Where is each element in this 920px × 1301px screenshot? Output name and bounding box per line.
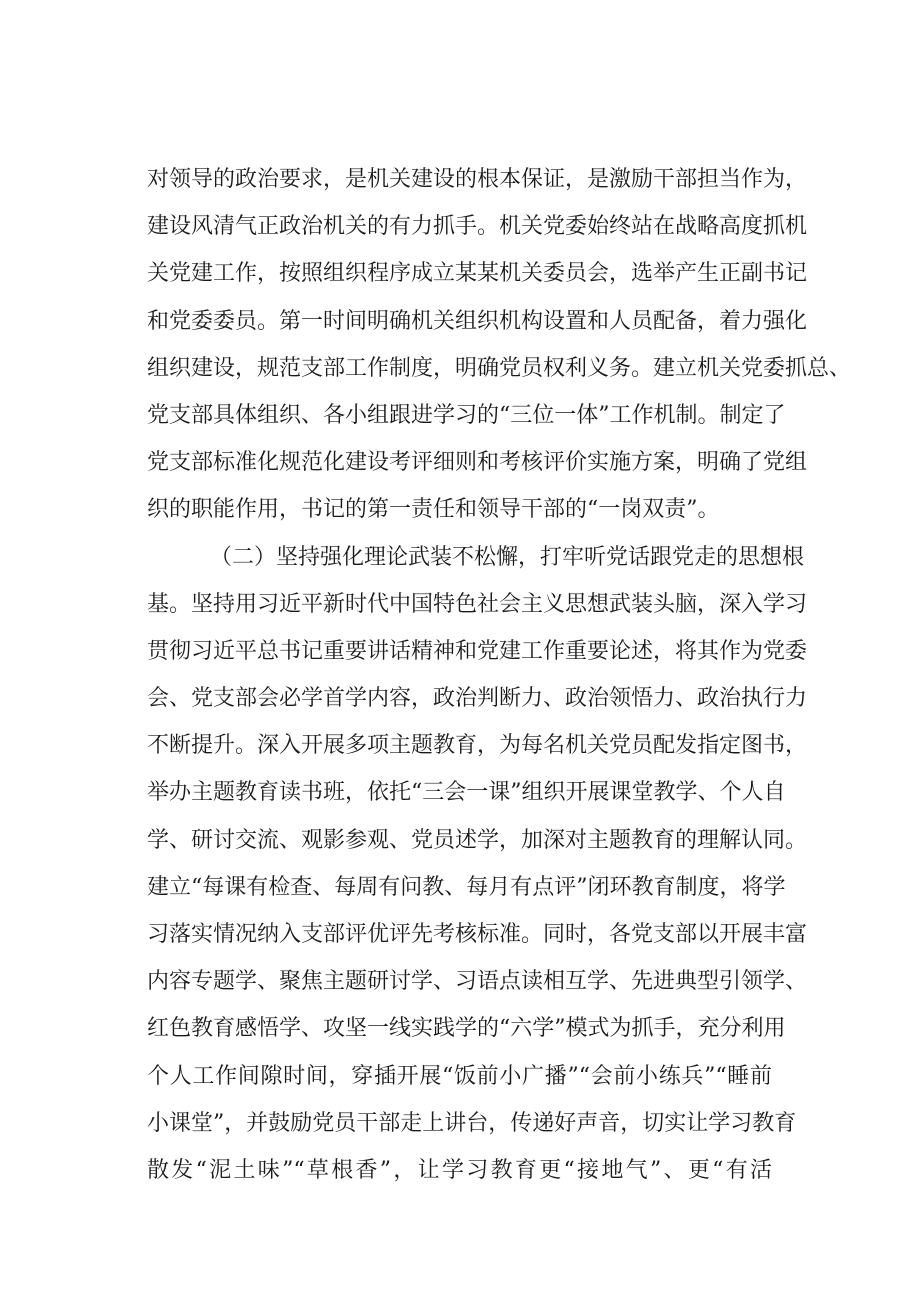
text-line: 建立“每课有检查、每周有问教、每月有点评”闭环教育制度，将学 xyxy=(147,874,786,900)
section-heading-line: （二）坚持强化理论武装不松懈，打牢听党话跟党走的思想根 xyxy=(210,544,805,570)
text-line: 红色教育感悟学、攻坚一线实践学的“六学”模式为抓手，充分利用 xyxy=(147,1016,786,1042)
text-line: 不断提升。深入开展多项主题教育，为每名机关党员配发指定图书， xyxy=(147,733,808,759)
text-line: 学、研讨交流、观影参观、党员述学，加深对主题教育的理解认同。 xyxy=(147,827,808,853)
text-line: 散发“泥土味”“草根香”，让学习教育更“接地气”、更“有活 xyxy=(147,1157,772,1183)
text-line: 习落实情况纳入支部评优评先考核标准。同时，各党支部以开展丰富 xyxy=(147,922,808,947)
text-line: 内容专题学、聚焦主题研讨学、习语点读相互学、先进典型引领学、 xyxy=(147,969,808,995)
text-line: 织的职能作用，书记的第一责任和领导干部的“一岗双责”。 xyxy=(147,497,720,523)
text-line: 党支部具体组织、各小组跟进学习的“三位一体”工作机制。制定了 xyxy=(147,402,786,428)
text-line: 党支部标准化规范化建设考评细则和考核评价实施方案，明确了党组 xyxy=(147,450,808,476)
paragraph-1 xyxy=(147,156,852,534)
text-line: 个人工作间隙时间，穿插开展“饭前小广播”“会前小练兵”“睡前 xyxy=(147,1063,772,1089)
text-line: 对领导的政治要求，是机关建设的根本保证，是激励干部担当作为， xyxy=(147,167,808,192)
text-line: 会、党支部会必学首学内容，政治判断力、政治领悟力、政治执行力 xyxy=(147,686,808,712)
text-line: 贯彻习近平总书记重要讲话精神和党建工作重要论述，将其作为党委 xyxy=(147,638,808,664)
document-body xyxy=(147,156,852,1194)
paragraph-2 xyxy=(147,534,808,1195)
text-line: 组织建设，规范支部工作制度，明确党员权利义务。建立机关党委抓总、 xyxy=(147,355,852,381)
text-line: 关党建工作，按照组织程序成立某某机关委员会，选举产生正副书记 xyxy=(147,261,808,287)
text-line: 基。坚持用习近平新时代中国特色社会主义思想武装头脑，深入学习 xyxy=(147,591,808,617)
text-line: 举办主题教育读书班，依托“三会一课”组织开展课堂教学、个人自 xyxy=(147,780,786,806)
text-line: 小课堂”，并鼓励党员干部走上讲台，传递好声音，切实让学习教育 xyxy=(147,1110,797,1136)
text-line: 建设风清气正政治机关的有力抓手。机关党委始终站在战略高度抓机 xyxy=(147,214,808,240)
text-line: 和党委委员。第一时间明确机关组织机构设置和人员配备，着力强化 xyxy=(147,308,808,334)
